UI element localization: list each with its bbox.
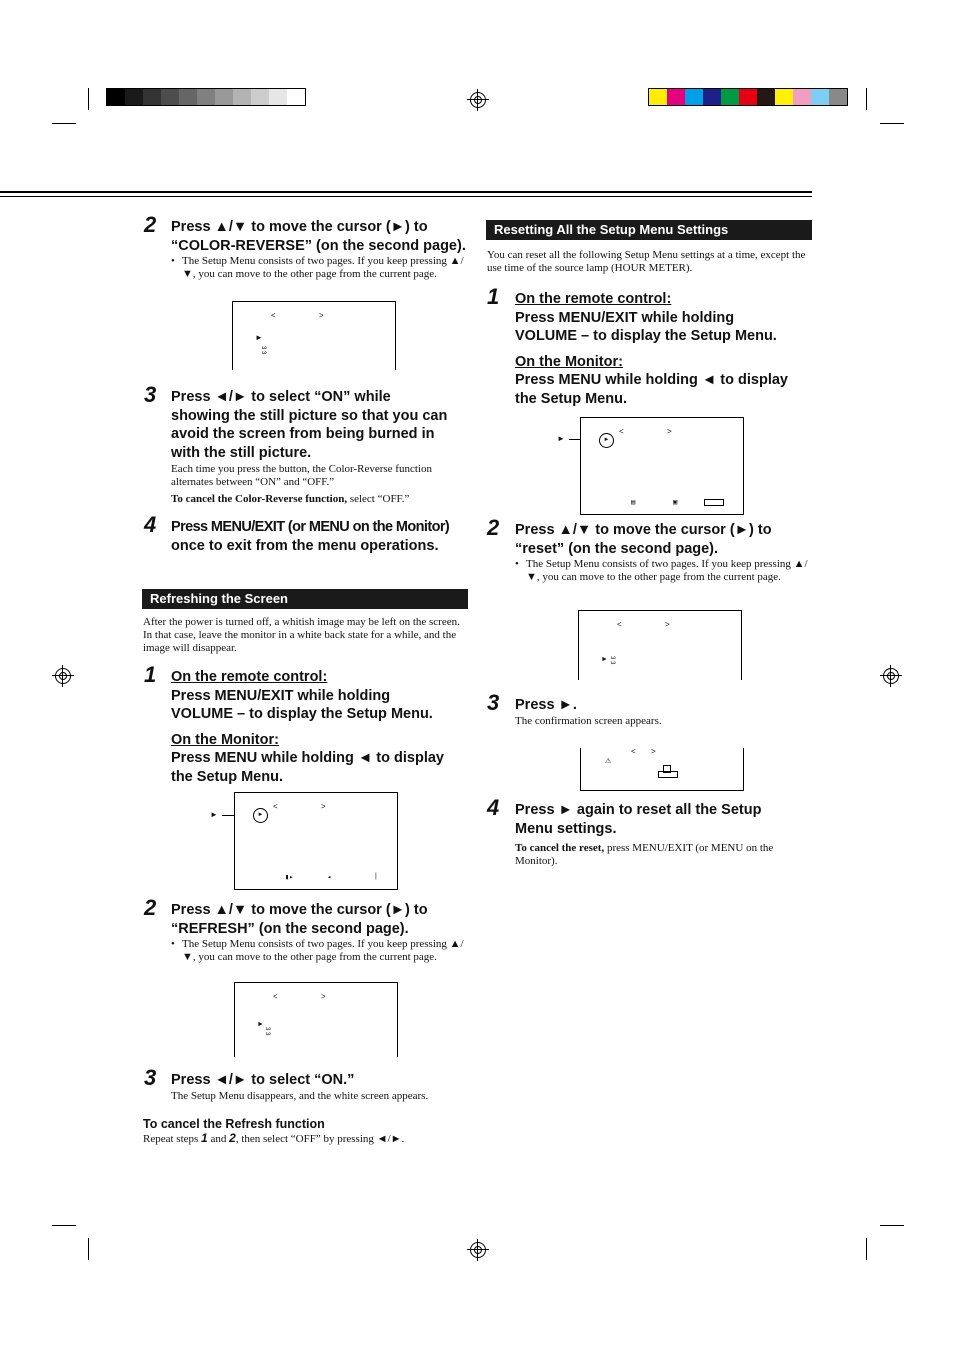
step-number: 3 bbox=[144, 1065, 157, 1090]
setup-menu-screen-page1: ► < > ▤ ▣ bbox=[580, 417, 744, 515]
cursor-circle-icon: ► bbox=[599, 433, 614, 448]
color-reverse-step-4: Press MENU/EXIT (or MENU on the Monitor) once to exit from the menu operations. bbox=[171, 519, 450, 554]
reset-step-3: Press ►. The confirmation screen appears. bbox=[515, 697, 662, 727]
registration-mark-right bbox=[883, 668, 899, 684]
step-number: 4 bbox=[144, 512, 157, 537]
color-swatch bbox=[829, 89, 847, 105]
color-swatch bbox=[649, 89, 667, 105]
refresh-intro: After the power is turned off, a whitish image may be left on the screen. In that case, leave the monitor in a white back state for a while, and the image will disappear. bbox=[143, 616, 460, 654]
header-rule bbox=[0, 191, 812, 193]
registration-mark-top bbox=[470, 92, 486, 108]
setup-menu-screen-page2: < > ► 3 3 bbox=[234, 982, 398, 1057]
gray-swatch bbox=[251, 89, 269, 105]
color-reverse-step-3: Press ◄/► to select “ON” while showing the still picture so that you can avoid the screen from being burned in with the still picture. Each time you press the button, the Color-Reverse function alternates between “ON” and “OFF.” To cancel the Color-Reverse function, select “OFF.” bbox=[171, 389, 448, 505]
color-swatch bbox=[721, 89, 739, 105]
reset-step-4: Press ► again to reset all the Setup Menu settings. To cancel the reset, press MENU/EXIT (or MENU on the Monitor). bbox=[515, 802, 774, 867]
step-number: 1 bbox=[144, 662, 157, 687]
step-number: 2 bbox=[144, 895, 157, 920]
step-heading: Press ▲/▼ to move the cursor (►) to bbox=[171, 219, 428, 235]
bullet-note: • The Setup Menu consists of two pages. If you keep pressing ▲/▼, you can move to the other page from the current page. bbox=[171, 255, 464, 280]
confirmation-screen: < > ⚠ bbox=[580, 748, 744, 791]
header-rule-thin bbox=[0, 196, 812, 197]
menu-icon-square: ▣ bbox=[673, 498, 678, 506]
setup-menu-screen-page2: < > ► 3 3 bbox=[232, 301, 396, 370]
gray-swatch bbox=[233, 89, 251, 105]
refresh-cancel-heading: To cancel the Refresh function bbox=[143, 1117, 325, 1131]
step-number: 3 bbox=[144, 382, 157, 407]
registration-mark-left bbox=[55, 668, 71, 684]
bullet-note: • The Setup Menu consists of two pages. If you keep pressing ▲/▼, you can move to the other page from the current page. bbox=[171, 938, 464, 963]
refresh-step-1: On the remote control: Press MENU/EXIT while holding VOLUME – to display the Setup Menu. On the Monitor: Press MENU while holding ◄ to display the Setup Menu. bbox=[171, 669, 444, 785]
color-reverse-step-2: Press ▲/▼ to move the cursor (►) to “COLOR-REVERSE” (on the second page). • The Setup Menu consists of two pages. If you keep pressing ▲/▼, you can move to the other page from the current page. bbox=[171, 218, 469, 281]
refresh-cancel: To cancel the Refresh function Repeat steps 1 and 2, then select “OFF” by pressing ◄/►. bbox=[143, 1116, 469, 1146]
menu-icon-adjust: ▤ bbox=[631, 498, 636, 506]
refresh-step-2: Press ▲/▼ to move the cursor (►) to “REFRESH” (on the second page). • The Setup Menu consists of two pages. If you keep pressing ▲/▼, you can move to the other page from the current page. bbox=[171, 901, 469, 964]
gray-swatch bbox=[143, 89, 161, 105]
color-swatch bbox=[685, 89, 703, 105]
cursor-pointer: ► bbox=[557, 434, 565, 443]
reset-step-2: Press ▲/▼ to move the cursor (►) to “reset” (on the second page). • The Setup Menu consists of two pages. If you keep pressing ▲/▼, you can move to the other page from the current page. bbox=[515, 521, 813, 584]
menu-icon-volume: ◂ bbox=[327, 873, 332, 881]
gray-swatch bbox=[125, 89, 143, 105]
step-number: 4 bbox=[487, 795, 500, 820]
color-swatch bbox=[667, 89, 685, 105]
color-swatch bbox=[703, 89, 721, 105]
cursor-circle-icon: ► bbox=[253, 808, 268, 823]
step-number: 2 bbox=[487, 515, 500, 540]
gray-swatch bbox=[179, 89, 197, 105]
confirm-field bbox=[658, 771, 678, 778]
setup-menu-screen-page1: ► < > ▮▸ ◂ | bbox=[234, 792, 398, 890]
color-swatch bbox=[775, 89, 793, 105]
gray-swatch bbox=[197, 89, 215, 105]
section-title-resetting: Resetting All the Setup Menu Settings bbox=[486, 220, 812, 240]
color-swatch bbox=[757, 89, 775, 105]
menu-icon-bar: | bbox=[375, 873, 377, 880]
reset-icon: ⚠ bbox=[605, 758, 612, 765]
step-number: 3 bbox=[487, 690, 500, 715]
step-number: 1 bbox=[487, 284, 500, 309]
reset-intro: You can reset all the following Setup Menu settings at a time, except the use time of the source lamp (HOUR METER). bbox=[487, 249, 806, 274]
process-color-bar bbox=[648, 88, 848, 106]
gray-swatch bbox=[287, 89, 305, 105]
menu-level-bar bbox=[704, 499, 724, 506]
color-swatch bbox=[811, 89, 829, 105]
gray-swatch bbox=[215, 89, 233, 105]
gray-swatch bbox=[161, 89, 179, 105]
gray-swatch bbox=[269, 89, 287, 105]
grayscale-color-bar bbox=[106, 88, 306, 106]
color-swatch bbox=[739, 89, 757, 105]
menu-icon-play: ▮▸ bbox=[285, 873, 294, 881]
registration-mark-bottom bbox=[470, 1242, 486, 1258]
step-number: 2 bbox=[144, 212, 157, 237]
refresh-step-3: Press ◄/► to select “ON.” The Setup Menu disappears, and the white screen appears. bbox=[171, 1072, 429, 1102]
cursor-pointer: ► bbox=[210, 810, 218, 819]
reset-step-1: On the remote control: Press MENU/EXIT while holding VOLUME – to display the Setup Menu. On the Monitor: Press MENU while holding ◄ to display the Setup Menu. bbox=[515, 291, 788, 407]
bullet-note: • The Setup Menu consists of two pages. If you keep pressing ▲/▼, you can move to the other page from the current page. bbox=[515, 558, 808, 583]
section-title-refreshing: Refreshing the Screen bbox=[142, 589, 468, 609]
gray-swatch bbox=[107, 89, 125, 105]
color-swatch bbox=[793, 89, 811, 105]
setup-menu-screen-page2: < > ► 3 3 bbox=[578, 610, 742, 680]
